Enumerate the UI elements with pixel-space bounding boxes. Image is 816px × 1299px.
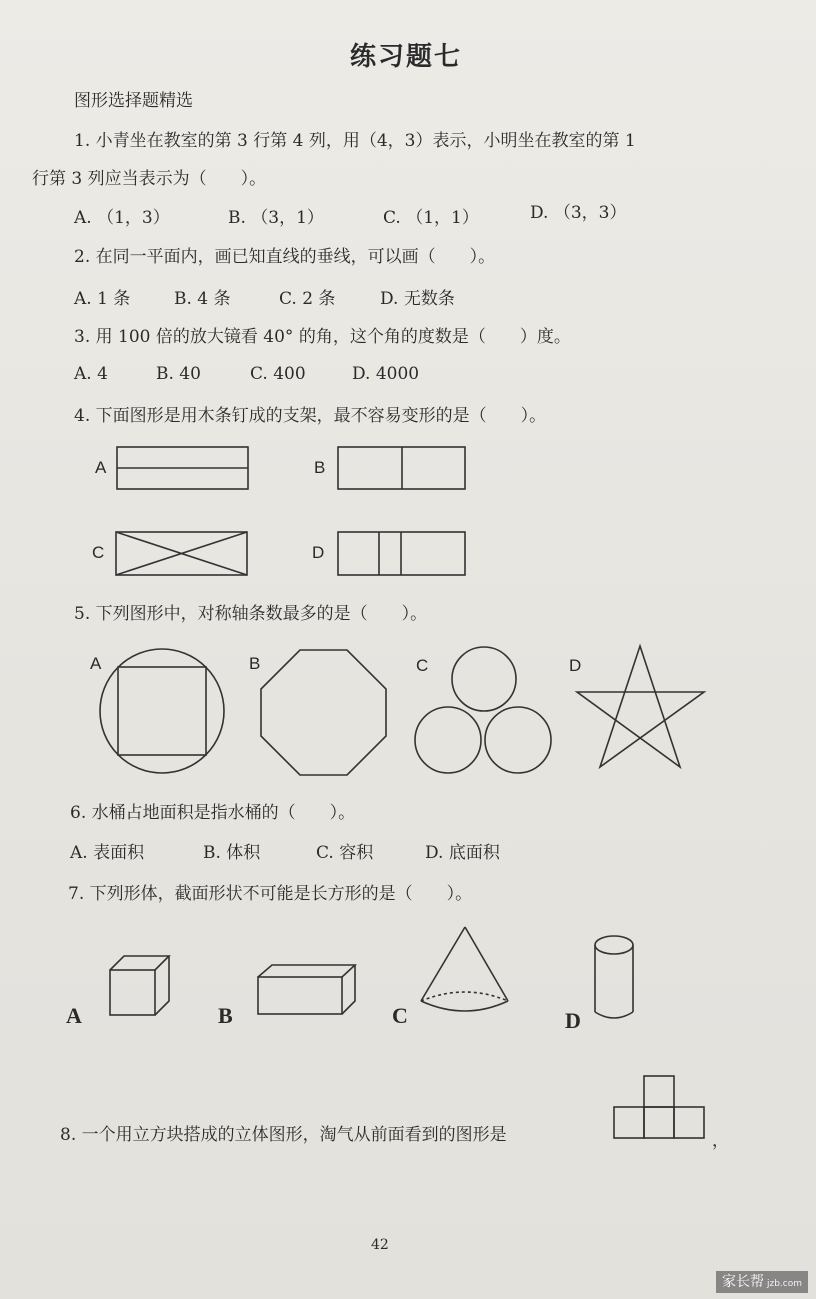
question-8: 8. 一个用立方块搭成的立体图形，淘气从前面看到的图形是: [60, 1125, 507, 1145]
question-4: 4. 下面图形是用木条钉成的支架，最不容易变形的是（ ）。: [74, 406, 547, 426]
q4-label-c: C: [92, 543, 105, 562]
q8-front-view-figure: [612, 1074, 708, 1140]
q1-option-b: B. （3，1）: [228, 208, 324, 228]
q2-option-b: B. 4 条: [174, 289, 231, 309]
q1-option-d: D. （3，3）: [530, 203, 627, 223]
q4-figure-b: [337, 446, 467, 491]
q4-figure-c: [115, 531, 249, 577]
q5-figure-d-star: [576, 645, 708, 773]
q3-option-d: D. 4000: [352, 364, 420, 384]
question-3: 3. 用 100 倍的放大镜看 40° 的角，这个角的度数是（ ）度。: [74, 327, 571, 347]
q3-option-a: A. 4: [74, 364, 108, 384]
q5-label-c: C: [416, 656, 429, 675]
watermark-brand: 家长帮: [721, 1274, 764, 1290]
question-5: 5. 下列图形中，对称轴条数最多的是（ ）。: [74, 604, 428, 624]
q7-figure-a-cube: [108, 954, 174, 1018]
q4-label-d: D: [312, 543, 325, 562]
section-subtitle: 图形选择题精选: [74, 91, 193, 111]
q5-figure-c-three-circles: [414, 646, 554, 776]
question-1-line-2: 行第 3 列应当表示为（ ）。: [32, 169, 267, 189]
q2-option-d: D. 无数条: [380, 289, 455, 309]
q1-option-a: A. （1，3）: [74, 208, 170, 228]
q4-label-a: A: [95, 458, 107, 477]
q4-label-b: B: [314, 458, 326, 477]
q7-figure-d-cylinder: [592, 934, 636, 1024]
q3-option-c: C. 400: [250, 364, 306, 384]
q7-figure-c-cone: [418, 925, 512, 1015]
q6-option-c: C. 容积: [316, 843, 374, 863]
q5-figure-a-circle-square: [98, 647, 228, 777]
q7-label-b: B: [218, 1003, 233, 1028]
q7-figure-b-cuboid: [256, 963, 358, 1017]
q7-label-c: C: [392, 1003, 408, 1028]
q5-label-a: A: [90, 654, 102, 673]
question-2: 2. 在同一平面内，画已知直线的垂线，可以画（ ）。: [74, 247, 496, 267]
q5-figure-b-octagon: [260, 649, 388, 777]
q6-option-b: B. 体积: [203, 843, 261, 863]
question-7: 7. 下列形体，截面形状不可能是长方形的是（ ）。: [68, 884, 473, 904]
page-title: 练习题七: [350, 42, 463, 72]
q7-label-a: A: [66, 1003, 82, 1028]
question-8-suffix: ，: [712, 1131, 729, 1151]
q6-option-d: D. 底面积: [425, 843, 500, 863]
page-number: 42: [371, 1237, 389, 1253]
q4-figure-a: [116, 446, 250, 491]
q6-option-a: A. 表面积: [70, 843, 145, 863]
question-6: 6. 水桶占地面积是指水桶的（ ）。: [70, 803, 356, 823]
q3-option-b: B. 40: [156, 364, 201, 384]
q5-label-b: B: [249, 654, 261, 673]
q2-option-a: A. 1 条: [74, 289, 131, 309]
q7-label-d: D: [565, 1008, 581, 1033]
q1-option-c: C. （1，1）: [383, 208, 479, 228]
q5-label-d: D: [569, 656, 582, 675]
watermark-logo: [716, 1271, 808, 1293]
q2-option-c: C. 2 条: [279, 289, 336, 309]
question-1-line-1: 1. 小青坐在教室的第 3 行第 4 列，用（4，3）表示，小明坐在教室的第 1: [74, 131, 636, 151]
q4-figure-d: [337, 531, 467, 577]
watermark-site: jzb.com: [766, 1279, 802, 1289]
